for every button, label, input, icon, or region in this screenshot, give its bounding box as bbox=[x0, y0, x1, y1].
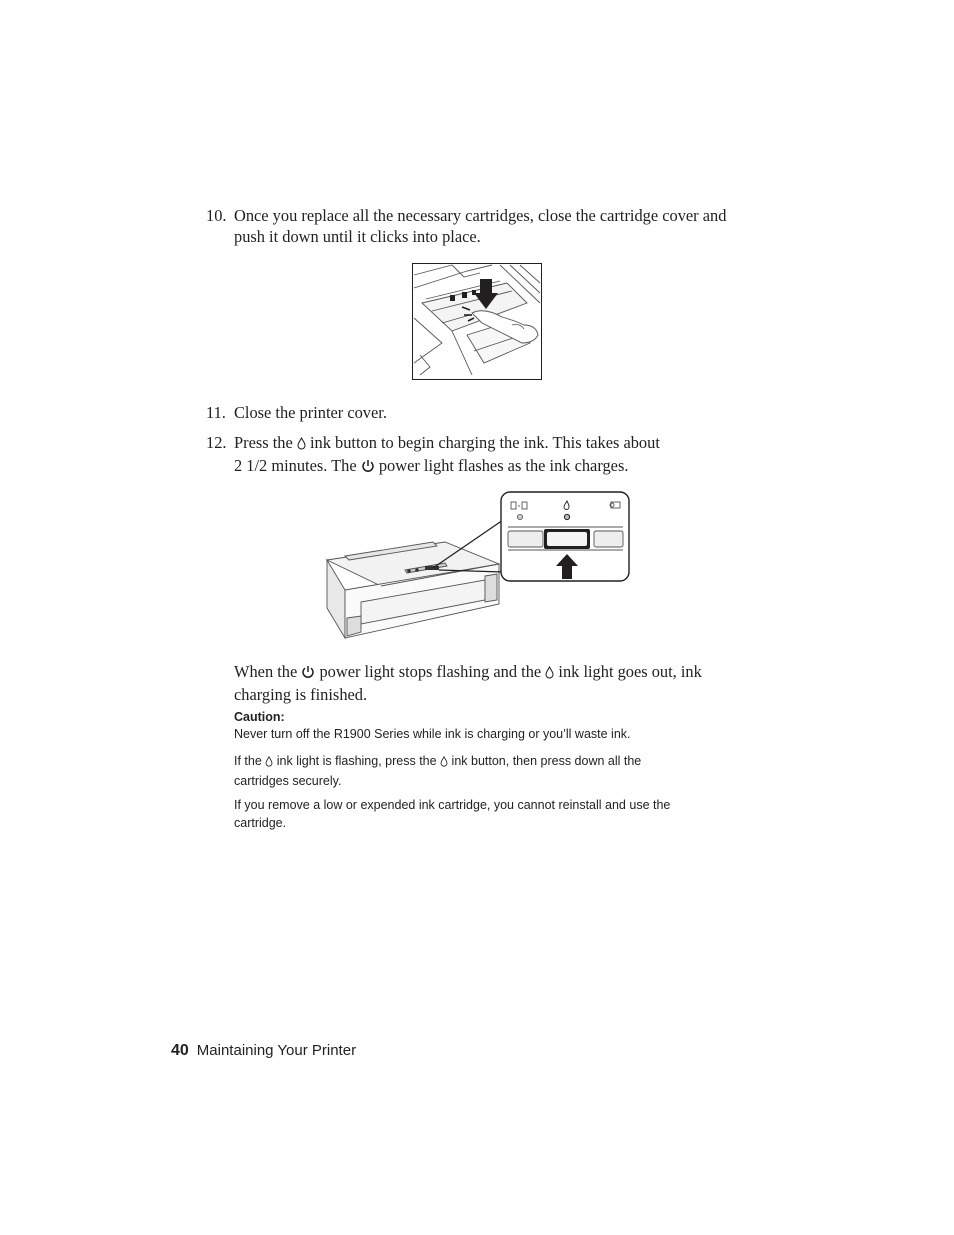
caution-text: ink light is flashing, press the bbox=[276, 754, 437, 768]
paragraph-text: charging is finished. bbox=[234, 685, 368, 704]
step-text-line: Close the printer cover. bbox=[234, 403, 387, 422]
paragraph-text: When the bbox=[234, 662, 298, 681]
caution-title: Caution: bbox=[234, 710, 285, 724]
printer-ink-button-illustration bbox=[325, 490, 635, 642]
paragraph-text: power light stops flashing and the bbox=[319, 662, 542, 681]
step-text: power light flashes as the ink charges. bbox=[378, 456, 629, 475]
cartridge-cover-illustration bbox=[412, 263, 542, 380]
caution-text: ink button, then press down all the bbox=[451, 754, 642, 768]
step-text: ink button to begin charging the ink. This takes about bbox=[309, 433, 660, 452]
step-text: Press the bbox=[234, 433, 293, 452]
ink-drop-icon bbox=[440, 755, 448, 773]
step-text: 2 1/2 minutes. The bbox=[234, 456, 357, 475]
step-text-line: push it down until it clicks into place. bbox=[234, 227, 481, 246]
ink-drop-icon bbox=[265, 755, 273, 773]
step-number: 11. bbox=[206, 403, 226, 422]
ink-drop-icon bbox=[545, 663, 554, 684]
power-icon bbox=[361, 457, 375, 478]
caution-paragraph-1: Never turn off the R1900 Series while ink is charging or you’ll waste ink. bbox=[234, 727, 631, 741]
caution-text: cartridges securely. bbox=[234, 773, 342, 788]
paragraph-text: ink light goes out, ink bbox=[558, 662, 702, 681]
caution-paragraph-2 bbox=[234, 753, 734, 790]
caution-paragraph-3 bbox=[234, 797, 734, 832]
ink-drop-icon bbox=[297, 434, 306, 455]
step-10 bbox=[206, 205, 736, 247]
step-text-line: Once you replace all the necessary cartridges, close the cartridge cover and bbox=[234, 206, 727, 225]
caution-text: If you remove a low or expended ink cartridge, you cannot reinstall and use the bbox=[234, 798, 671, 812]
step-12 bbox=[206, 432, 736, 478]
charging-finished-paragraph bbox=[234, 661, 744, 705]
section-title: Maintaining Your Printer bbox=[196, 1042, 357, 1059]
caution-text: cartridge. bbox=[234, 815, 287, 830]
step-number: 12. bbox=[206, 433, 227, 452]
page-footer bbox=[171, 1042, 356, 1060]
power-icon bbox=[301, 663, 315, 684]
caution-text: If the bbox=[234, 754, 262, 768]
step-number: 10. bbox=[206, 206, 227, 225]
page-number: 40 bbox=[171, 1042, 189, 1059]
step-11 bbox=[206, 402, 736, 423]
